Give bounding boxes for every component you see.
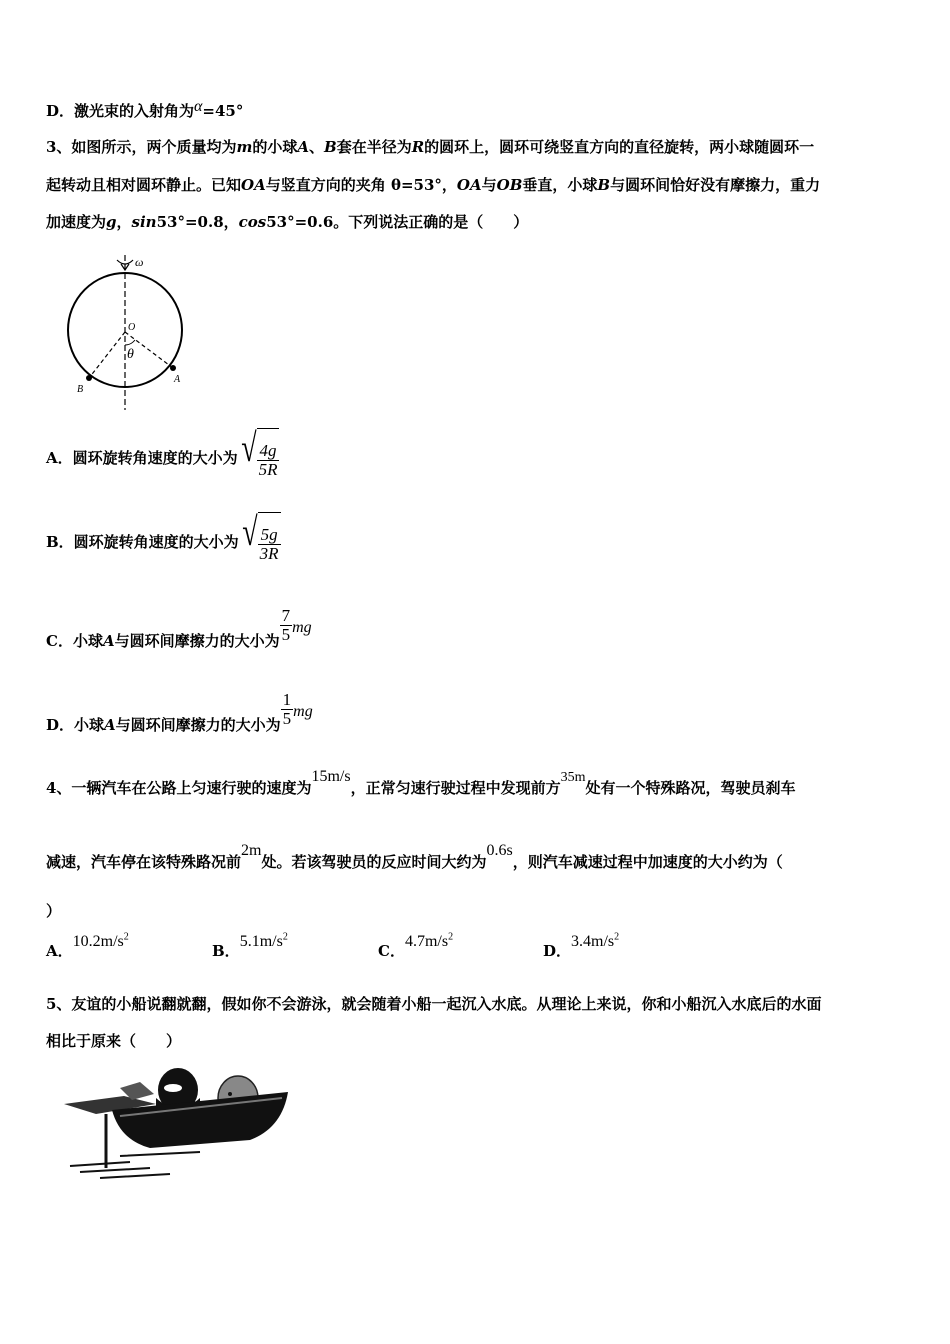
q4-option-d: D．$3.4m/s^2$ — [543, 931, 620, 960]
q4-option-c: C．$4.7m/s^2$ — [378, 931, 454, 960]
angle-arc — [125, 340, 135, 345]
q3-option-c: C．小球A与圆环间摩擦力的大小为 $\frac{7}{5}$ mg — [46, 606, 312, 650]
q2-option-d: D．激光束的入射角为α=45° — [46, 98, 244, 120]
q3-stem-line3: 加速度为g，sin53°=0.8，cos53°=0.6。下列说法正确的是（ ） — [46, 213, 529, 231]
ball-b — [86, 375, 92, 381]
q3-option-a: A．圆环旋转角速度的大小为 √ $\frac{4g}{5R}$ — [46, 428, 279, 490]
q3-option-b: B．圆环旋转角速度的大小为 √ $\frac{5g}{3R}$ — [46, 512, 281, 574]
segment-ob — [89, 332, 125, 378]
q4-option-b: B．$5.1m/s^2$ — [212, 931, 288, 960]
q3-option-d: D．小球A与圆环间摩擦力的大小为 $\frac{1}{5}$ mg — [46, 690, 313, 734]
q5-stem-line2: 相比于原来（ ） — [46, 1032, 182, 1050]
center-label: O — [128, 322, 136, 333]
q4-stem-line3: ） — [46, 902, 62, 920]
q5-stem-line1: 5、友谊的小船说翻就翻，假如你不会游泳，就会随着小船一起沉入水底。从理论上来说，你和小船沉入水底后的水面 — [46, 995, 822, 1013]
ball-a-label: A — [174, 374, 181, 385]
q4-stem-line1: 4、一辆汽车在公路上匀速行驶的速度为15m/s，正常匀速行驶过程中发现前方35m处有一个特殊路况，驾驶员刹车 — [46, 768, 796, 797]
q4-stem-line2: 减速，汽车停在该特殊路况前2m处。若该驾驶员的反应时间大约为0.6s，则汽车减速过程中加速度的大小约为（ — [46, 842, 783, 871]
theta-label: θ — [127, 347, 134, 362]
water-lines — [70, 1152, 200, 1178]
ball-b-label: B — [77, 384, 84, 395]
omega-label: ω — [135, 255, 144, 269]
q3-stem-line2: 起转动且相对圆环静止。已知OA与竖直方向的夹角 θ=53°，OA与OB垂直，小球B与圆环间恰好没有摩擦力，重力 — [46, 176, 821, 194]
q3-ring-figure — [55, 250, 195, 415]
q4-option-a: A．$10.2m/s^2$ — [46, 931, 129, 960]
boat-illustration — [60, 1058, 295, 1183]
q3-stem-line1: 3、如图所示，两个质量均为m的小球A、B套在半径为R的圆环上，圆环可绕竖直方向的直径旋转，两小球随圆环一 — [46, 138, 815, 156]
ball-a — [170, 365, 176, 371]
